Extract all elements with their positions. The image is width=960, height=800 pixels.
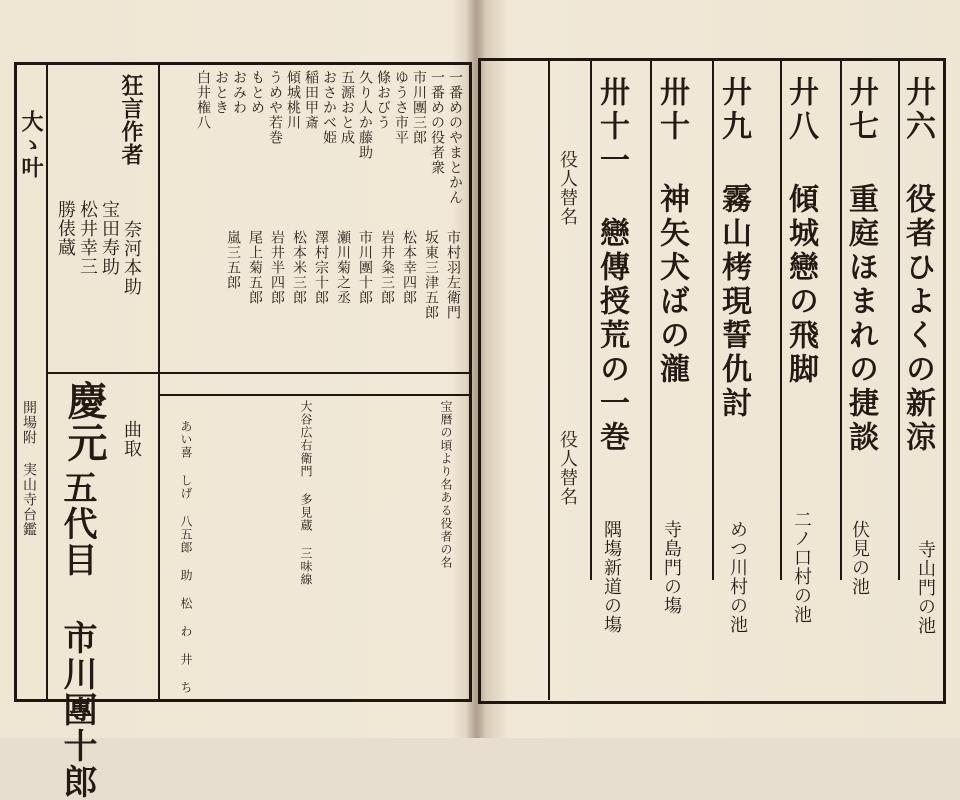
actor-name: 岩井粂三郎 (379, 230, 395, 305)
chapter-place: 伏見の池 (849, 520, 870, 596)
cast-entry: おさかべ姫 (321, 70, 337, 145)
author-name: 宝田寿助 (99, 200, 120, 276)
cast-entry: もとめ (249, 70, 265, 115)
author-name: 奈河本助 (121, 220, 142, 296)
chapter-place: 隅塲新道の塲 (601, 520, 622, 634)
actor-name: 市川團十郎 (357, 230, 373, 305)
actor-name: 尾上菊五郎 (247, 230, 263, 305)
author-name: 松井幸三 (77, 200, 98, 276)
chapter-place: めつ川村の池 (727, 520, 748, 634)
lower-row: 大谷広右衛門 多見蔵 三味線 (299, 400, 313, 586)
column-divider (158, 62, 160, 702)
cast-entry: 稲田甲斎 (303, 70, 319, 130)
chapter-title: 廾七 重庭ほまれの捷談 (843, 76, 878, 455)
row-divider (158, 394, 472, 396)
column-divider (840, 60, 842, 580)
chapter-place: 二ノ口村の池 (791, 510, 812, 624)
actor-name: 澤村宗十郎 (313, 230, 329, 305)
cast-entry: おとき (213, 70, 229, 115)
chapter-place: 寺島門の塲 (661, 520, 682, 615)
name-stamp: 五代目 市川團十郎 (57, 470, 97, 800)
column-divider (780, 60, 782, 580)
actor-name: 市村羽左衛門 (445, 230, 461, 320)
chapter-title: 卅十一 戀傳授荒の一巻 (594, 76, 629, 455)
side-note: 曲取 (121, 420, 142, 458)
actor-name: 松本米三郎 (291, 230, 307, 305)
column-divider (590, 60, 592, 580)
cast-entry: 五源おと成 (339, 70, 355, 145)
row-divider (46, 372, 472, 374)
author-name: 勝俵蔵 (55, 200, 76, 257)
edge-mark-bottom: 開場附 実山寺台鑑 (21, 400, 37, 537)
column-divider (650, 60, 652, 580)
cast-entry: 傾城桃川 (285, 70, 301, 130)
column-divider (548, 60, 550, 700)
chapter-title: 廾八 傾城戀の飛脚 (783, 76, 818, 387)
cast-entry: 條おびう (375, 70, 391, 130)
cast-entry: 一番めのやまとかん (447, 70, 463, 205)
actor-name: 坂東三津五郎 (423, 230, 439, 320)
actor-name: 嵐三五郎 (225, 230, 241, 290)
cast-entry: 白井権八 (195, 70, 211, 130)
chapter-title: 廾九 霧山栲現誓仇討 (716, 76, 751, 421)
cast-entry: 市川團三郎 (411, 70, 427, 145)
column-divider (46, 62, 48, 702)
chapter-title: 卅十 神矢犬ばの瀧 (654, 76, 689, 387)
cast-entry: ゆうさ市平 (393, 70, 409, 145)
publisher-stamp: 慶元 (61, 380, 108, 464)
actor-name: 瀬川菊之丞 (335, 230, 351, 305)
chapter-place: 寺山門の池 (915, 540, 936, 635)
cast-entry: 久り人か藤助 (357, 70, 373, 160)
role-header: 役人替名 (557, 150, 578, 226)
cast-entry: おみわ (231, 70, 247, 115)
cast-entry: 一番めの役者衆 (429, 70, 445, 175)
actor-name: 岩井半四郎 (269, 230, 285, 305)
edge-mark-top: 大ゝ叶 (18, 110, 44, 179)
authors-heading: 狂言作者 (118, 74, 144, 166)
cast-entry: うめや若巻 (267, 70, 283, 145)
column-divider (712, 60, 714, 580)
actor-name: 松本幸四郎 (401, 230, 417, 305)
lower-row: あい喜 しげ 八五郎 助 松 わ 井 ち (179, 420, 193, 694)
lower-row: 宝暦の頃より名ある役者の名 (439, 400, 453, 569)
chapter-title: 廾六 役者ひよくの新涼 (900, 76, 935, 455)
role-header: 役人替名 (557, 430, 578, 506)
